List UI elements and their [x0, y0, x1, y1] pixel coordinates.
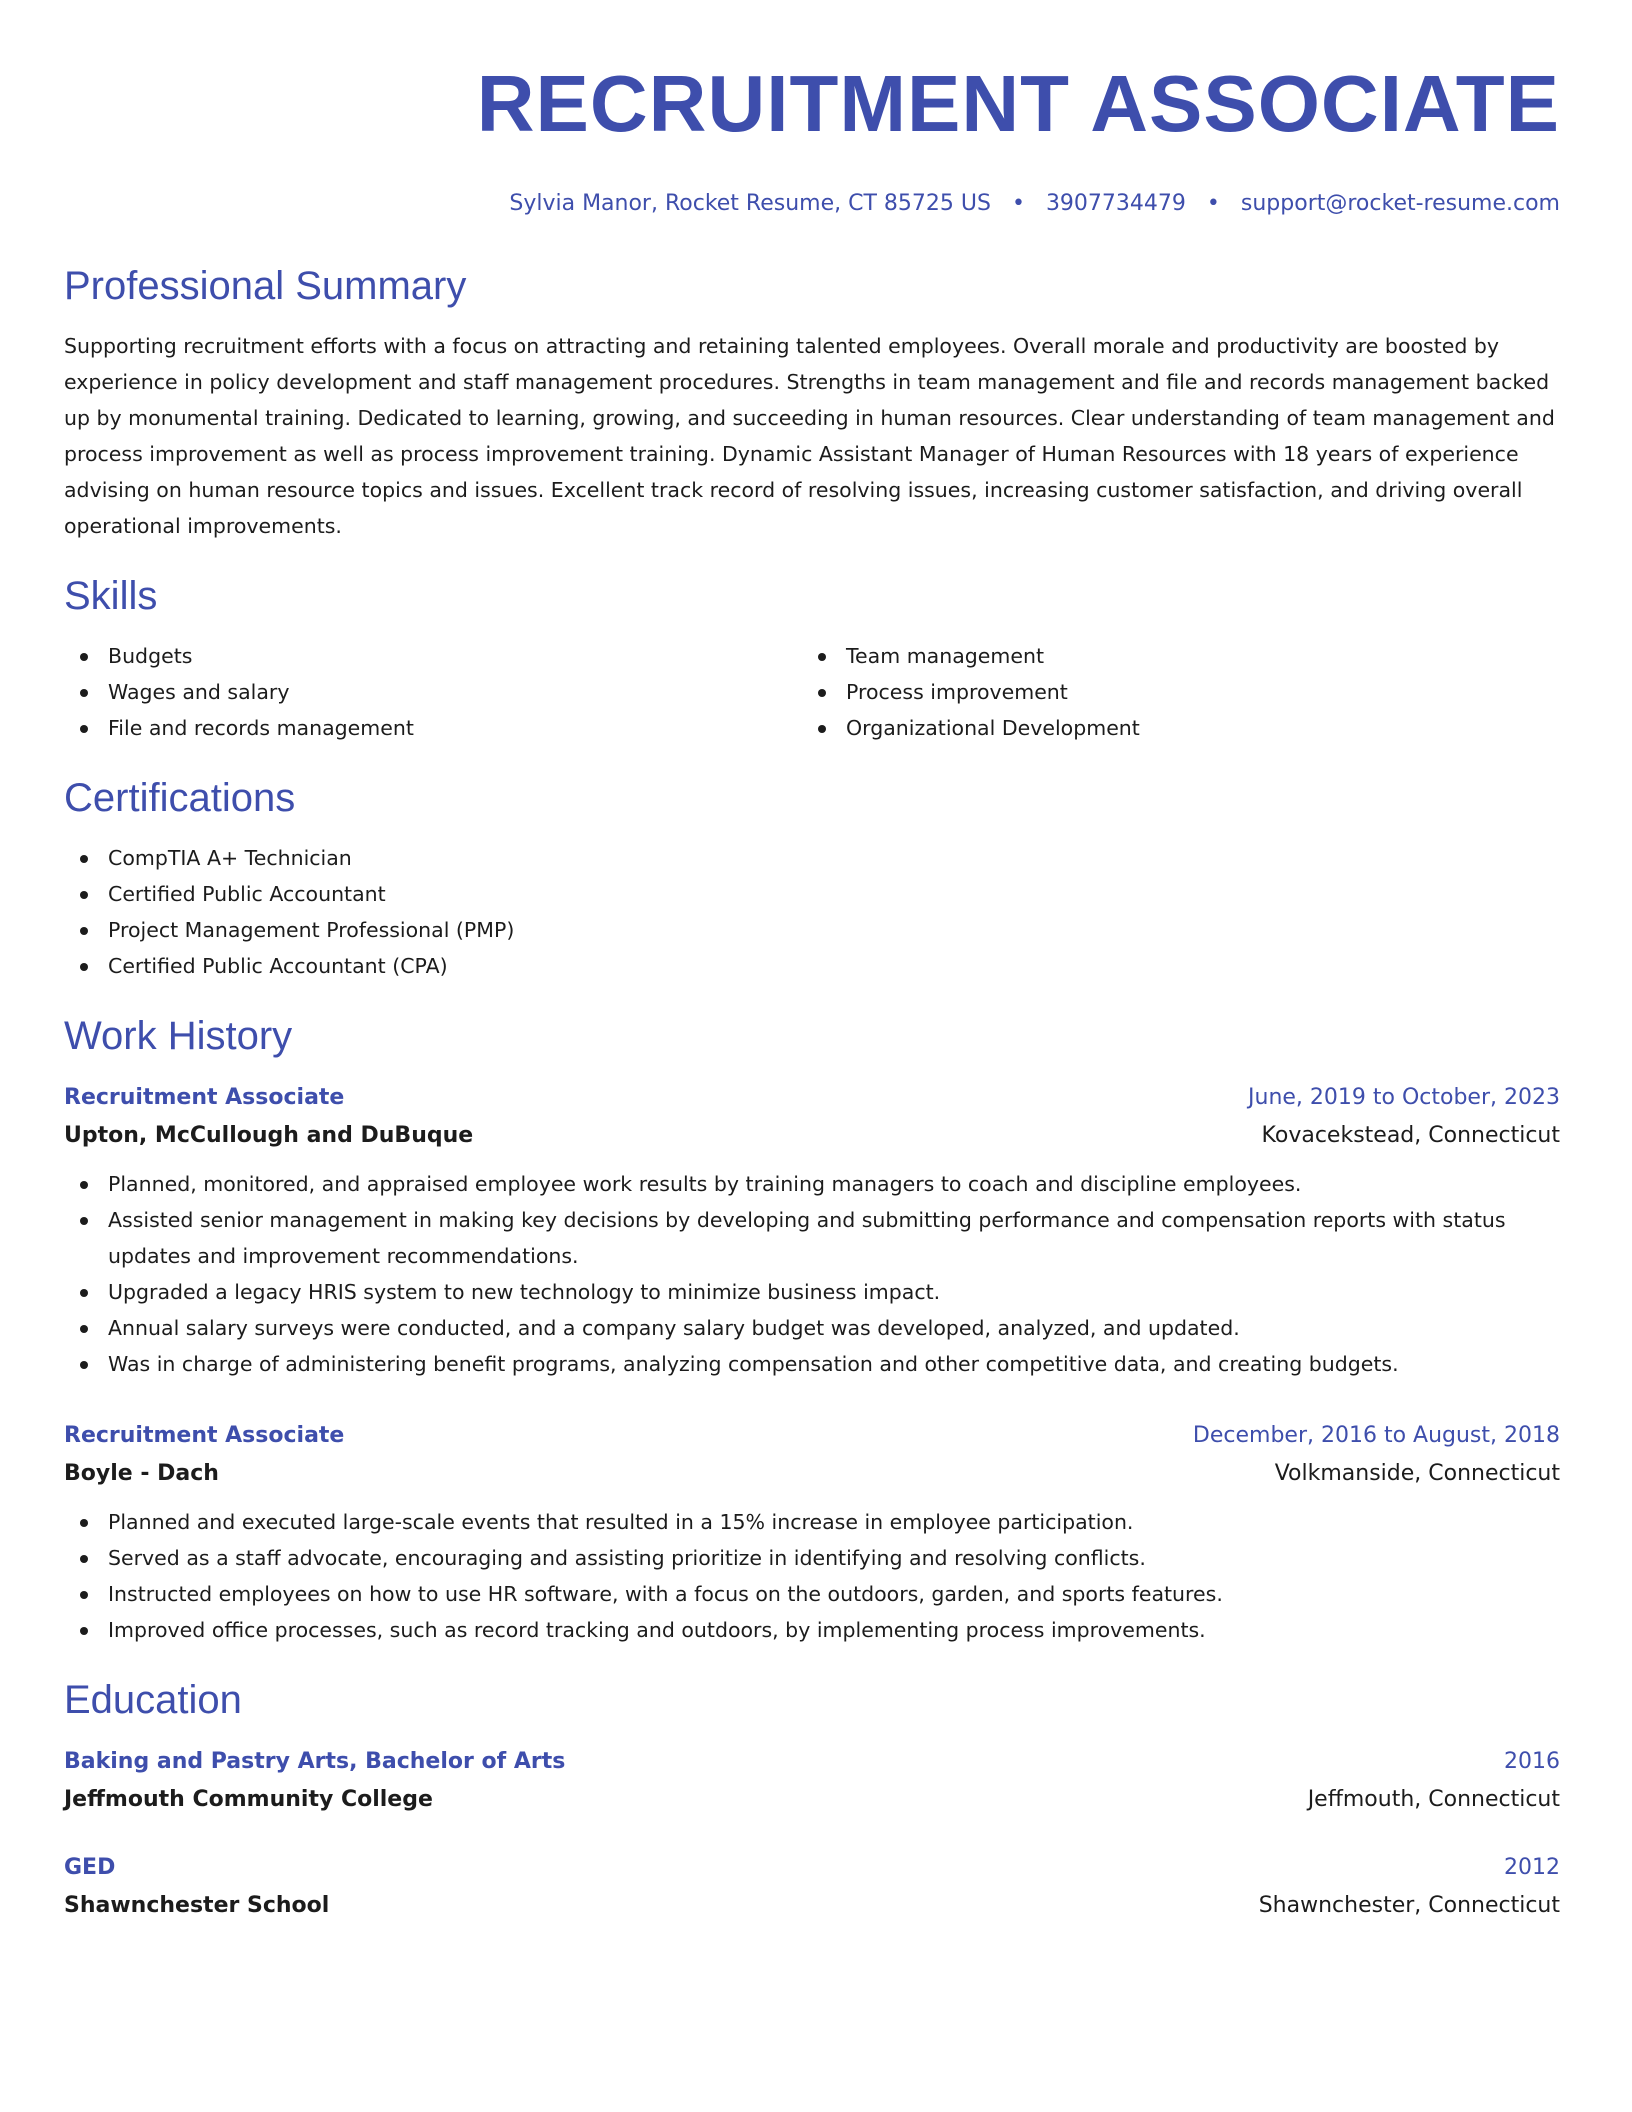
- list-item: [64, 1540, 1560, 1576]
- school-location: Jeffmouth, Connecticut: [1307, 1787, 1560, 1812]
- bullet-icon: [80, 1555, 88, 1563]
- skill-label: Wages and salary: [108, 680, 290, 704]
- contact-line: [64, 188, 1560, 220]
- bullet-icon: [80, 1289, 88, 1297]
- skills-grid: [64, 622, 1560, 746]
- job-bullets: [64, 1504, 1560, 1648]
- bullet-icon: [80, 1181, 88, 1189]
- work-history-section: [64, 1010, 1560, 1648]
- bullet-text: Planned, monitored, and appraised employee work results by training managers to coach and discipline employees.: [108, 1172, 1302, 1196]
- job-location: Volkmanside, Connecticut: [1274, 1461, 1560, 1486]
- contact-email: support@rocket-resume.com: [1240, 191, 1560, 216]
- job-dates: December, 2016 to August, 2018: [1192, 1423, 1560, 1448]
- bullet-icon: [80, 725, 88, 733]
- education-section: [64, 1674, 1560, 1926]
- job-company: Boyle - Dach: [64, 1461, 219, 1486]
- job-entry: [64, 1080, 1560, 1382]
- bullet-text: Improved office processes, such as record tracking and outdoors, by implementing process improvements.: [108, 1618, 1206, 1642]
- list-item: [64, 1202, 1560, 1274]
- list-item: [802, 710, 1540, 746]
- certifications-list: [64, 840, 1560, 984]
- skills-list-right: [802, 638, 1540, 746]
- list-item: [64, 674, 802, 710]
- school-name: Shawnchester School: [64, 1893, 330, 1918]
- certifications-section: [64, 772, 1560, 984]
- list-item: [64, 638, 802, 674]
- school-name: Jeffmouth Community College: [64, 1787, 433, 1812]
- list-item: [64, 1346, 1560, 1382]
- section-heading-education: Education: [64, 1678, 242, 1722]
- list-item: [64, 876, 1560, 912]
- degree: GED: [64, 1855, 116, 1880]
- skill-label: Team management: [846, 644, 1045, 668]
- list-item: [64, 710, 802, 746]
- job-entry: [64, 1418, 1560, 1648]
- contact-phone: 3907734479: [1045, 191, 1186, 216]
- bullet-icon: [818, 725, 826, 733]
- section-heading-summary: Professional Summary: [64, 264, 467, 308]
- list-item: [64, 912, 1560, 948]
- education-entry: [64, 1744, 1560, 1820]
- list-item: [64, 840, 1560, 876]
- bullet-icon: [80, 891, 88, 899]
- job-dates: June, 2019 to October, 2023: [1248, 1085, 1560, 1110]
- section-heading-work-history: Work History: [64, 1014, 293, 1058]
- skill-label: Organizational Development: [846, 716, 1140, 740]
- job-location: Kovacekstead, Connecticut: [1261, 1123, 1560, 1148]
- certification-label: Certified Public Accountant (CPA): [108, 954, 448, 978]
- bullet-separator: •: [1206, 191, 1220, 216]
- bullet-text: Annual salary surveys were conducted, and a company salary budget was developed, analyzed, and updated.: [108, 1316, 1240, 1340]
- bullet-icon: [80, 855, 88, 863]
- list-item: [64, 1274, 1560, 1310]
- graduation-year: 2012: [1504, 1855, 1560, 1880]
- education-entry: [64, 1850, 1560, 1926]
- section-heading-certifications: Certifications: [64, 776, 296, 820]
- bullet-icon: [80, 653, 88, 661]
- skill-label: Process improvement: [846, 680, 1068, 704]
- skills-list-left: [64, 638, 802, 746]
- bullet-text: Served as a staff advocate, encouraging and assisting prioritize in identifying and resolving conflicts.: [108, 1546, 1146, 1570]
- bullet-text: Instructed employees on how to use HR software, with a focus on the outdoors, garden, and sports features.: [108, 1582, 1223, 1606]
- contact-address: Sylvia Manor, Rocket Resume, CT 85725 US: [509, 191, 991, 216]
- bullet-icon: [80, 1591, 88, 1599]
- list-item: [64, 1310, 1560, 1346]
- summary-section: [64, 260, 1560, 544]
- certification-label: Certified Public Accountant: [108, 882, 386, 906]
- list-item: [64, 1504, 1560, 1540]
- bullet-icon: [818, 653, 826, 661]
- bullet-text: Was in charge of administering benefit programs, analyzing compensation and other competitive data, and creating budgets.: [108, 1352, 1399, 1376]
- bullet-icon: [80, 1325, 88, 1333]
- skill-label: File and records management: [108, 716, 414, 740]
- school-location: Shawnchester, Connecticut: [1258, 1893, 1560, 1918]
- skill-label: Budgets: [108, 644, 193, 668]
- bullet-icon: [80, 1361, 88, 1369]
- summary-text: Supporting recruitment efforts with a focus on attracting and retaining talented employees. Overall morale and productivity are boosted by experience in policy development and staff management procedures. Strengths in team management and file and records management backed up by monumental training. Dedicated to learning, growing, and succeeding in human resources. Clear understanding of team management and process improvement as well as process improvement training. Dynamic Assistant Manager of Human Resources with 18 years of experience advising on human resource topics and issues. Excellent track record of resolving issues, increasing customer satisfaction, and driving overall operational improvements.: [64, 334, 1555, 538]
- certification-label: CompTIA A+ Technician: [108, 846, 352, 870]
- bullet-icon: [80, 1217, 88, 1225]
- resume-page: [64, 50, 1560, 1926]
- section-heading-skills: Skills: [64, 574, 158, 618]
- bullet-text: Assisted senior management in making key decisions by developing and submitting performance and compensation reports with status updates and improvement recommendations.: [108, 1208, 1506, 1268]
- list-item: [64, 1166, 1560, 1202]
- bullet-icon: [80, 1519, 88, 1527]
- resume-name: RECRUITMENT ASSOCIATE: [476, 59, 1560, 148]
- certification-label: Project Management Professional (PMP): [108, 918, 515, 942]
- bullet-icon: [80, 689, 88, 697]
- bullet-icon: [80, 963, 88, 971]
- job-title: Recruitment Associate: [64, 1423, 345, 1448]
- list-item: [802, 674, 1540, 710]
- bullet-separator: •: [1011, 191, 1025, 216]
- bullet-icon: [80, 1627, 88, 1635]
- degree: Baking and Pastry Arts, Bachelor of Arts: [64, 1749, 566, 1774]
- list-item: [802, 638, 1540, 674]
- bullet-text: Planned and executed large-scale events that resulted in a 15% increase in employee participation.: [108, 1510, 1134, 1534]
- list-item: [64, 948, 1560, 984]
- list-item: [64, 1576, 1560, 1612]
- bullet-text: Upgraded a legacy HRIS system to new technology to minimize business impact.: [108, 1280, 941, 1304]
- job-title: Recruitment Associate: [64, 1085, 345, 1110]
- job-bullets: [64, 1166, 1560, 1382]
- skills-section: [64, 570, 1560, 746]
- graduation-year: 2016: [1504, 1749, 1560, 1774]
- job-company: Upton, McCullough and DuBuque: [64, 1123, 474, 1148]
- bullet-icon: [80, 927, 88, 935]
- list-item: [64, 1612, 1560, 1648]
- bullet-icon: [818, 689, 826, 697]
